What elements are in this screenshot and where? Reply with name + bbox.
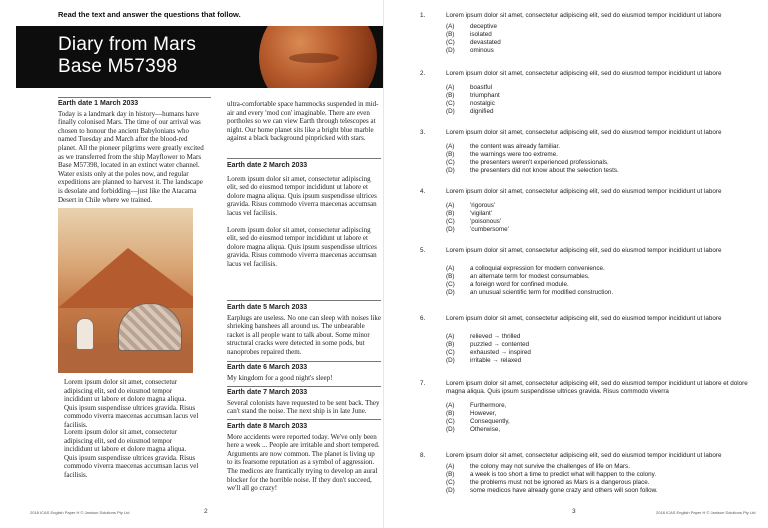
question-stem: Lorem ipsum dolor sit amet, consectetur adipiscing elit, sed do eiusmod tempor incididunt ut labore <box>446 247 722 254</box>
question-7 <box>420 380 760 434</box>
answer-option-d[interactable]: (D) 'cumbersome' <box>446 226 509 233</box>
answer-option-c[interactable]: (C) exhausted → inspired <box>446 349 531 356</box>
question-1 <box>420 12 760 55</box>
banner-title-line2: Base M57398 <box>58 56 178 77</box>
question-3 <box>420 129 760 175</box>
divider-rule <box>227 300 381 301</box>
question-number: 4. <box>420 188 426 195</box>
banner-title-line1: Diary from Mars <box>58 34 197 55</box>
answer-options <box>446 333 760 365</box>
mars-planet-image <box>259 26 377 88</box>
answer-option-d[interactable]: (D) irritable → relaxed <box>446 357 522 364</box>
question-6 <box>420 315 760 365</box>
habitat-dome <box>118 303 182 351</box>
question-2 <box>420 70 760 116</box>
mars-colony-illustration <box>58 208 193 373</box>
question-number: 5. <box>420 247 426 254</box>
answer-option-d[interactable]: (D) the presenters did not know about the selection tests. <box>446 167 619 174</box>
question-5 <box>420 247 760 297</box>
answer-option-c[interactable]: (C) 'poisonous' <box>446 218 502 225</box>
page-number: 2 <box>204 508 208 515</box>
answer-option-a[interactable]: (A) deceptive <box>446 23 497 30</box>
answer-option-d[interactable]: (D) dignified <box>446 108 494 115</box>
answer-option-c[interactable]: (C) Consequently, <box>446 418 510 425</box>
answer-option-b[interactable]: (B) puzzled → contented <box>446 341 530 348</box>
answer-option-a[interactable]: (A) Furthermore, <box>446 402 507 409</box>
diary-entry-6 <box>227 364 381 382</box>
entry-date: Earth date 6 March 2033 <box>227 364 308 371</box>
question-stem: Lorem ipsum dolor sit amet, consectetur adipiscing elit, sed do eiusmod tempor incididunt ut labore <box>446 12 722 19</box>
divider-rule <box>227 386 381 387</box>
question-number: 1. <box>420 12 426 19</box>
question-4 <box>420 188 760 234</box>
answer-option-b[interactable]: (B) a week is too short a time to predict what will happen to the colony. <box>446 471 657 478</box>
lorem-text: Lorem ipsum dolor sit amet, consectetur adipiscing elit, sed do eiusmod tempor incididunt ut labore et dolore magna aliqua. Quis ipsum suspendisse ultrices gravida. Risus commodo viverra maecenas accumsan lacus vel facilisis. <box>64 428 199 479</box>
answer-option-c[interactable]: (C) the presenters weren't experienced professionals. <box>446 159 609 166</box>
entry-date: Earth date 7 March 2033 <box>227 389 308 396</box>
answer-options <box>446 143 760 175</box>
entry-text: ultra-comfortable space hammocks suspended in mid-air and every 'mod con' imaginable. There are even portholes so we can view Earth through telescopes at night. Our home planet sits like a bright blue marble against a black background pinpricked with stars. <box>227 100 379 143</box>
entry-date: Earth date 8 March 2033 <box>227 423 308 430</box>
diary-entry-7 <box>227 389 381 416</box>
question-number: 7. <box>420 380 426 387</box>
answer-option-d[interactable]: (D) an unusual scientific term for modified construction. <box>446 289 614 296</box>
answer-option-c[interactable]: (C) nostalgic <box>446 100 495 107</box>
answer-options <box>446 23 760 55</box>
diary-entry-8 <box>227 423 381 493</box>
question-stem: Lorem ipsum dolor sit amet, consectetur adipiscing elit, sed do eiusmod tempor incididunt ut labore et dolore magna aliqua. Quis ipsum suspendisse ultrices gravida. Risus commodo viverra <box>446 380 748 395</box>
answer-option-c[interactable]: (C) a foreign word for confined module. <box>446 281 569 288</box>
answer-option-c[interactable]: (C) the problems must not be ignored as Mars is a dangerous place. <box>446 479 650 486</box>
divider-rule <box>58 97 211 98</box>
diary-column-1 <box>58 100 208 204</box>
answer-option-a[interactable]: (A) boastful <box>446 84 493 91</box>
entry-text: More accidents were reported today. We've only been here a week ... People are irritable and short tempered. Arguments are now common. The planet is living up to its fearsome reputation as a symbol of aggression. The medicos are frantically trying to develop an aural blocker for the horrible noise. If they don't succeed, we'll all go crazy! <box>227 432 380 493</box>
answer-options <box>446 402 760 434</box>
answer-option-a[interactable]: (A) relieved → thrilled <box>446 333 521 340</box>
question-stem: Lorem ipsum dolor sit amet, consectetur adipiscing elit, sed do eiusmod tempor incididunt ut labore <box>446 70 722 77</box>
entry-date: Earth date 1 March 2033 <box>58 100 139 107</box>
answer-option-a[interactable]: (A) a colloquial expression for modern convenience. <box>446 265 605 272</box>
answer-option-d[interactable]: (D) Otherwise, <box>446 426 501 433</box>
answer-options <box>446 463 760 495</box>
answer-option-b[interactable]: (B) the warnings were too extreme. <box>446 151 558 158</box>
answer-options <box>446 265 760 297</box>
answer-option-c[interactable]: (C) devastated <box>446 39 501 46</box>
question-stem: Lorem ipsum dolor sit amet, consectetur adipiscing elit, sed do eiusmod tempor incididunt ut labore <box>446 452 722 459</box>
answer-options <box>446 202 760 234</box>
diary-entry-2 <box>227 162 381 269</box>
lorem-block-1 <box>64 378 199 430</box>
answer-option-b[interactable]: (B) 'vigilant' <box>446 210 493 217</box>
question-stem: Lorem ipsum dolor sit amet, consectetur adipiscing elit, sed do eiusmod tempor incididunt ut labore <box>446 315 722 322</box>
answer-option-a[interactable]: (A) the content was already familiar. <box>446 143 560 150</box>
astronaut-figure <box>76 318 94 350</box>
entry-text: Today is a landmark day in history—humans have finally colonised Mars. The time of our arrival was chosen to honour the ancient Babylonians who named Tuesday and March after the blood-red planet. All the pioneer pilgrims were greatly excited as we transferred from the ship Mayflower to Mars Base M57398, located in an extinct water channel. Water exists only at the poles now, and regular expeditions are planned to harvest it. The landscape is desolate and forbidding—just like the Atacama Desert in Chile where we trained. <box>58 109 204 204</box>
answer-option-b[interactable]: (B) an alternate term for modest consumables. <box>446 273 590 280</box>
question-stem: Lorem ipsum dolor sit amet, consectetur adipiscing elit, sed do eiusmod tempor incididunt ut labore <box>446 129 722 136</box>
right-page <box>384 0 768 528</box>
lorem-text: Lorem ipsum dolor sit amet, consectetur adipiscing elit, sed do eiusmod tempor incididunt ut labore et dolore magna aliqua. Quis ipsum suspendisse ultrices gravida. Risus commodo viverra maecenas accumsan lacus vel facilisis. <box>64 378 199 429</box>
entry-date: Earth date 5 March 2033 <box>227 304 308 311</box>
question-number: 3. <box>420 129 426 136</box>
lorem-text: Lorem ipsum dolor sit amet, consectetur adipiscing elit, sed do eiusmod tempor incididunt ut labore et dolore magna aliqua. Quis ipsum suspendisse ultrices gravida. Risus commodo viverra maecenas accumsan lacus vel facilisis. <box>227 174 377 217</box>
entry-text: Earplugs are useless. No one can sleep with noises like shrieking banshees all around us. The unbearable racket is all people want to talk about. Some minor structural cracks were detected in some pods, but nanoprobes repaired them. <box>227 313 381 356</box>
answer-option-a[interactable]: (A) 'rigorous' <box>446 202 496 209</box>
banner-title <box>58 34 196 78</box>
answer-option-d[interactable]: (D) some medicos have already gone crazy and others will soon follow. <box>446 487 658 494</box>
lorem-text: Lorem ipsum dolor sit amet, consectetur adipiscing elit, sed do eiusmod tempor incididunt ut labore et dolore magna aliqua. Quis ipsum suspendisse ultrices gravida. Risus commodo viverra maecenas accumsan lacus vel facilisis. <box>227 225 377 268</box>
divider-rule <box>227 158 381 159</box>
page-number: 3 <box>572 508 576 515</box>
question-number: 8. <box>420 452 426 459</box>
question-stem: Lorem ipsum dolor sit amet, consectetur adipiscing elit, sed do eiusmod tempor incididunt ut labore <box>446 188 722 195</box>
entry-date: Earth date 2 March 2033 <box>227 162 308 169</box>
footer-copyright: 2018 ICAS English Paper H © Janison Solutions Pty Ltd <box>30 510 130 515</box>
question-number: 6. <box>420 315 426 322</box>
title-banner <box>16 26 397 88</box>
answer-option-b[interactable]: (B) triumphant <box>446 92 500 99</box>
entry-text: My kingdom for a good night's sleep! <box>227 373 333 382</box>
answer-options <box>446 84 760 116</box>
divider-rule <box>227 361 381 362</box>
question-number: 2. <box>420 70 426 77</box>
mountain-shape <box>58 248 193 308</box>
diary-column-2-top <box>227 100 381 143</box>
instruction-text: Read the text and answer the questions that follow. <box>58 10 241 19</box>
divider-rule <box>227 419 381 420</box>
entry-text: Several colonists have requested to be sent back. They can't stand the noise. The next ship is in late June. <box>227 398 380 416</box>
answer-option-b[interactable]: (B) isolated <box>446 31 492 38</box>
lorem-block-2 <box>64 428 199 480</box>
answer-option-b[interactable]: (B) However, <box>446 410 497 417</box>
question-8 <box>420 452 760 495</box>
diary-entry-5 <box>227 304 381 357</box>
answer-option-d[interactable]: (D) ominous <box>446 47 494 54</box>
footer-copyright: 2018 ICAS English Paper H © Janison Solutions Pty Ltd <box>656 510 756 515</box>
answer-option-a[interactable]: (A) the colony may not survive the challenges of life on Mars. <box>446 463 630 470</box>
